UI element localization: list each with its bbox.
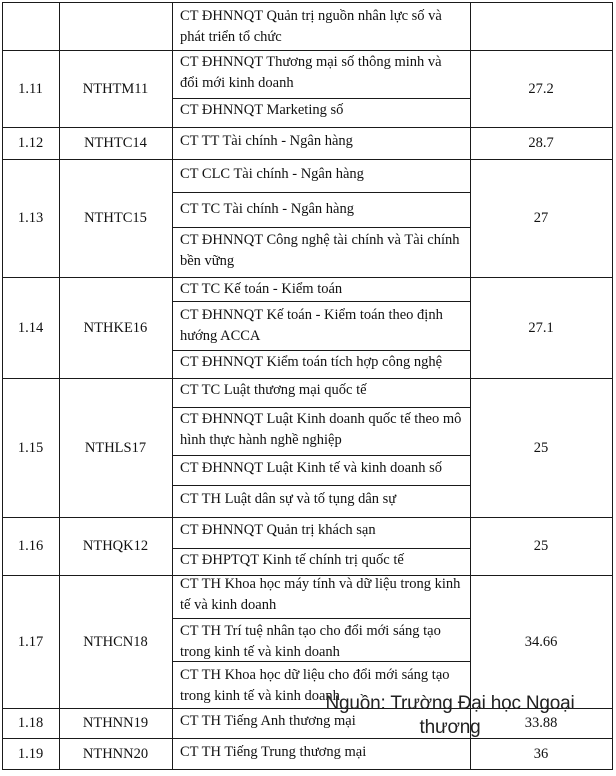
row-border	[2, 378, 613, 379]
admission-score-cell: 34.66	[524, 634, 558, 650]
program-name-cell: CT TH Tiếng Anh thương mại	[180, 713, 356, 729]
source-note: Nguồn: Trường Đại học Ngoại thương	[325, 693, 575, 738]
program-divider	[172, 192, 471, 193]
program-code-cell: NTHNN19	[82, 715, 149, 731]
row-border	[2, 2, 613, 3]
admission-score-cell: 27	[533, 210, 549, 226]
row-number-cell: 1.14	[17, 320, 44, 336]
program-name-cell: CT ĐHNNQT Quản trị nguồn nhân lực số và phát triển tổ chức	[180, 8, 442, 45]
program-name-cell: CT TH Khoa học dữ liệu cho đổi mới sáng tạo trong kinh tế và kinh doanh	[180, 667, 450, 704]
program-name-cell: CT ĐHNNQT Kiểm toán tích hợp công nghệ	[180, 354, 443, 370]
column-border	[172, 2, 173, 770]
program-name-cell: CT ĐHNNQT Thương mại số thông minh và đổi mới kinh doanh	[180, 54, 442, 91]
program-name-cell: CT ĐHPTQT Kinh tế chính trị quốc tế	[180, 552, 404, 568]
program-code-cell: NTHTC15	[84, 210, 147, 226]
program-code-cell: NTHNN20	[82, 746, 149, 762]
row-border	[2, 769, 613, 770]
column-border	[2, 2, 3, 770]
program-code-cell: NTHKE16	[83, 320, 148, 336]
row-number-cell: 1.19	[17, 746, 44, 762]
program-name-cell: CT TT Tài chính - Ngân hàng	[180, 133, 353, 149]
admission-score-cell: 27.1	[528, 320, 554, 336]
row-border	[2, 50, 613, 51]
program-name-cell: CT TH Khoa học máy tính và dữ liệu trong kinh tế và kinh doanh	[180, 576, 461, 613]
row-number-cell: 1.15	[17, 440, 44, 456]
program-name-cell: CT TC Tài chính - Ngân hàng	[180, 201, 354, 217]
program-divider	[172, 301, 471, 302]
program-name-cell: CT TC Kế toán - Kiểm toán	[180, 281, 343, 297]
program-divider	[172, 548, 471, 549]
program-name-cell: CT CLC Tài chính - Ngân hàng	[180, 166, 364, 182]
program-divider	[172, 455, 471, 456]
program-name-cell: CT ĐHNNQT Quản trị khách sạn	[180, 522, 376, 538]
admission-score-cell: 28.7	[528, 135, 554, 151]
row-number-cell: 1.13	[17, 210, 44, 226]
row-border	[2, 127, 613, 128]
program-divider	[172, 485, 471, 486]
column-border	[59, 2, 60, 770]
row-number-cell: 1.16	[17, 538, 44, 554]
row-number-cell: 1.17	[17, 634, 44, 650]
program-divider	[172, 350, 471, 351]
row-number-cell: 1.12	[17, 135, 44, 151]
column-border	[470, 2, 471, 770]
program-name-cell: CT ĐHNNQT Luật Kinh tế và kinh doanh số	[180, 460, 443, 476]
program-name-cell: CT ĐHNNQT Kế toán - Kiểm toán theo định hướng ACCA	[180, 307, 443, 344]
program-code-cell: NTHTC14	[84, 135, 147, 151]
program-name-cell: CT ĐHNNQT Luật Kinh doanh quốc tế theo mô hình thực hành nghề nghiệp	[180, 411, 462, 448]
row-border	[2, 159, 613, 160]
column-border	[612, 2, 613, 770]
program-divider	[172, 407, 471, 408]
program-code-cell: NTHTM11	[82, 81, 149, 97]
program-name-cell: CT TC Luật thương mại quốc tế	[180, 382, 367, 398]
admission-score-cell: 27.2	[528, 81, 554, 97]
program-divider	[172, 618, 471, 619]
program-divider	[172, 227, 471, 228]
program-name-cell: CT TH Tiếng Trung thương mại	[180, 744, 367, 760]
program-name-cell: CT TH Luật dân sự và tố tụng dân sự	[180, 491, 397, 507]
row-number-cell: 1.11	[18, 81, 43, 97]
program-divider	[172, 98, 471, 99]
admission-score-cell: 25	[533, 440, 549, 456]
program-code-cell: NTHLS17	[84, 440, 147, 456]
program-code-cell: NTHCN18	[83, 634, 148, 650]
row-number-cell: 1.18	[17, 715, 44, 731]
program-name-cell: CT TH Trí tuệ nhân tạo cho đổi mới sáng tạo trong kinh tế và kinh doanh	[180, 623, 441, 660]
program-code-cell: NTHQK12	[82, 538, 149, 554]
admission-score-cell: 25	[533, 538, 549, 554]
program-name-cell: CT ĐHNNQT Công nghệ tài chính và Tài chính bền vững	[180, 232, 460, 269]
program-name-cell: CT ĐHNNQT Marketing số	[180, 102, 344, 118]
row-border	[2, 277, 613, 278]
admission-score-cell: 36	[533, 746, 549, 762]
admission-score-cell: 33.88	[524, 715, 558, 731]
row-border	[2, 517, 613, 518]
